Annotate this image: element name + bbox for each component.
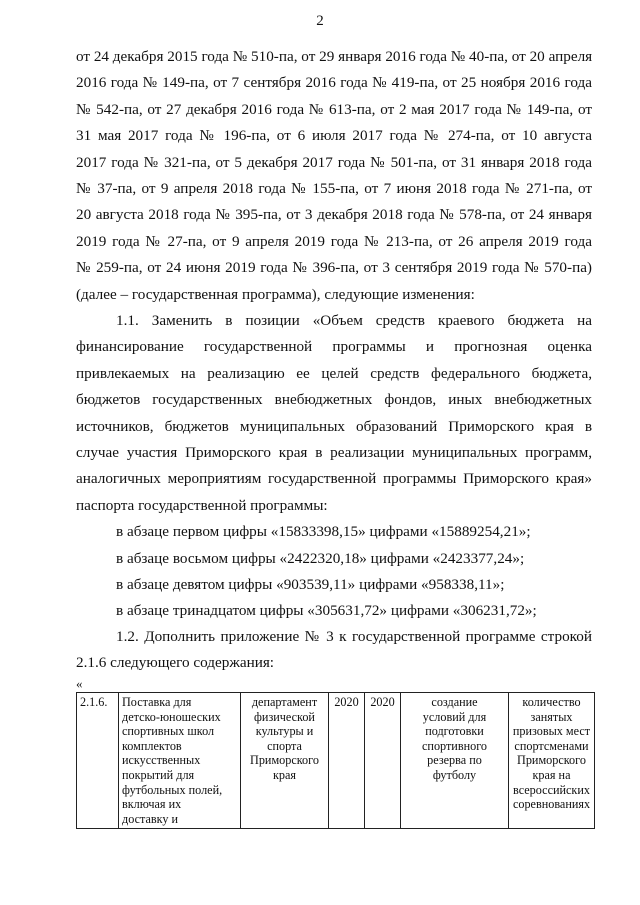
result-line: создание <box>431 695 478 709</box>
indicator-line: спортсменами <box>514 738 589 753</box>
description-line: включая их <box>122 797 182 812</box>
text-line: 20 августа 2018 года № 395-па, от 3 декабря 2018 года № 578-па, от 24 января <box>76 206 592 224</box>
year-end: 2020 <box>370 695 395 709</box>
text-line: 2.1.6 следующего содержания: <box>76 654 275 672</box>
executor-line: края <box>272 767 297 782</box>
year-start-cell <box>329 693 365 829</box>
page-number: 2 <box>316 13 324 29</box>
replacement-line: в абзаце первом цифры «15833398,15» цифрами «15889254,21»; <box>116 523 531 541</box>
description-line: Поставка для <box>122 695 192 709</box>
text-line: 2016 года № 149-па, от 7 сентября 2016 года № 419-па, от 25 ноября 2016 года <box>76 74 592 92</box>
description-line: комплектов <box>122 738 182 753</box>
description-line: покрытий для <box>122 767 195 782</box>
replacement-line: в абзаце восьмом цифры «2422320,18» цифрами «2423377,24»; <box>116 549 525 567</box>
row-number: 2.1.6. <box>80 695 108 709</box>
text-line: аналогичных мероприятиям государственной программы Приморского края» <box>76 470 592 488</box>
executor-cell <box>241 693 329 829</box>
indicator-line: края на <box>532 767 571 782</box>
text-line: (далее – государственная программа), следующие изменения: <box>76 285 475 303</box>
text-line: 2017 года № 321-па, от 5 декабря 2017 года № 501-па, от 31 января 2018 года <box>76 153 592 171</box>
text-line: 31 мая 2017 года № 196-па, от 6 июля 2017 года № 274-па, от 10 августа <box>76 127 592 145</box>
text-line: от 24 декабря 2015 года № 510-па, от 29 января 2016 года № 40-па, от 20 апреля <box>76 48 593 65</box>
text-line: источников, бюджетов муниципальных образований Приморского края в <box>76 417 592 435</box>
result-cell <box>401 693 509 829</box>
text-line: № 259-па, от 24 июня 2019 года № 396-па, от 3 сентября 2019 года № 570-па) <box>76 259 592 277</box>
text-line: № 37-па, от 9 апреля 2018 года № 155-па, от 7 июня 2018 года № 271-па, от <box>76 179 592 197</box>
row-number-cell <box>77 693 119 829</box>
year-start: 2020 <box>334 695 359 709</box>
item-1-1-paragraph <box>76 308 592 625</box>
text-line: привлекаемых на реализацию ее целей средств федерального бюджета, <box>76 364 592 382</box>
indicator-line: Приморского <box>517 753 586 768</box>
year-end-cell <box>365 693 401 829</box>
text-line: финансирование государственной программы и прогнозная оценка <box>76 338 592 356</box>
intro-paragraph <box>76 44 592 308</box>
table-row <box>77 693 595 829</box>
indicator-line: количество <box>522 695 581 709</box>
executor-line: спорта <box>267 738 302 753</box>
text-line: бюджетов государственных внебюджетных фондов, иных внебюджетных <box>76 391 592 409</box>
appendix-table <box>76 692 595 829</box>
result-line: условий для <box>422 709 487 724</box>
text-line: 1.1. Заменить в позиции «Объем средств краевого бюджета на <box>116 312 592 329</box>
description-cell <box>119 693 241 829</box>
description-line: искусственных <box>122 753 201 768</box>
description-line: спортивных школ <box>122 724 215 739</box>
executor-line: культуры и <box>255 724 314 739</box>
replacement-line: в абзаце девятом цифры «903539,11» цифрами «958338,11»; <box>116 575 505 593</box>
executor-line: Приморского <box>250 753 319 768</box>
result-line: футболу <box>432 767 477 782</box>
indicator-line: занятых <box>530 709 573 724</box>
text-line: случае участия Приморского края в реализации муниципальных программ, <box>76 443 592 461</box>
description-line: футбольных полей, <box>122 782 223 797</box>
description-line: детско-юношеских <box>122 709 221 724</box>
result-line: подготовки <box>425 724 484 739</box>
text-line: 1.2. Дополнить приложение № 3 к государственной программе строкой <box>116 628 592 645</box>
indicator-line: всероссийских <box>513 782 590 797</box>
executor-line: департамент <box>251 695 318 709</box>
item-1-2-paragraph <box>76 624 592 677</box>
replacement-line: в абзаце тринадцатом цифры «305631,72» цифрами «306231,72»; <box>116 602 537 620</box>
text-line: № 542-па, от 27 декабря 2016 года № 613-па, от 2 мая 2017 года № 149-па, от <box>76 100 592 118</box>
description-line: доставку и <box>122 811 179 826</box>
text-line: 2019 года № 27-па, от 9 апреля 2019 года № 213-па, от 26 апреля 2019 года <box>76 232 592 250</box>
executor-line: физической <box>254 709 315 724</box>
result-line: спортивного <box>422 738 487 753</box>
text-line: паспорта государственной программы: <box>76 496 328 514</box>
opening-quote-mark: « <box>76 676 83 691</box>
indicator-cell <box>509 693 595 829</box>
indicator-line: призовых мест <box>512 724 591 739</box>
indicator-line: соревнованиях <box>512 797 591 812</box>
result-line: резерва по <box>427 753 482 768</box>
